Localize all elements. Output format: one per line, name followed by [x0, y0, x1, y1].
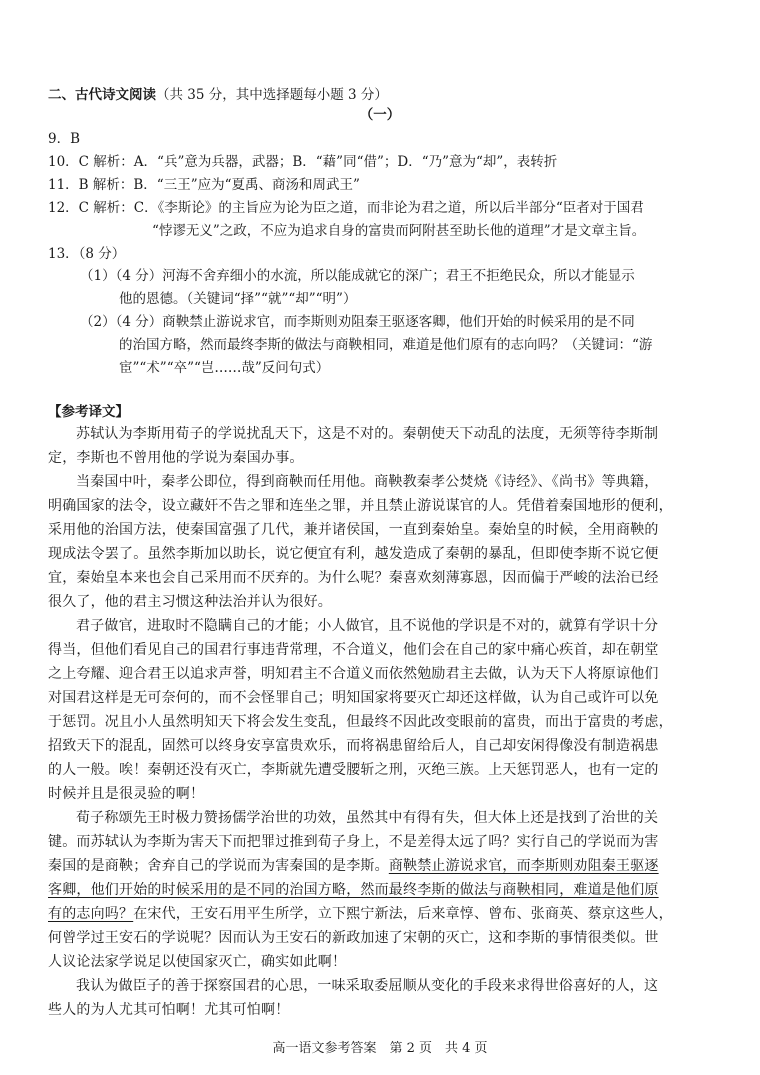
translation-line: 我认为做臣子的善于探察国君的心思，一味采取委屈顺从变化的手段来求得世俗喜好的人，这 — [76, 978, 659, 994]
translation-line: 有的志向吗？在宋代，王安石用平生所学，立下熙宁新法，后来章惇、曾布、张商英、蔡京这些人， — [48, 906, 673, 922]
part-label: （一） — [359, 107, 401, 123]
translation-line: 君子做官，进取时不隐瞒自己的才能；小人做官，且不说他的学识是不对的，就算有学识十分 — [76, 618, 659, 634]
translation-line: 苏轼认为李斯用荀子的学说扰乱天下，这是不对的。秦朝使天下动乱的法度，无须等待李斯制 — [76, 426, 659, 442]
translation-line: 很久了，他的君主习惯这种法治并认为很好。 — [48, 594, 332, 610]
translation-line: 键。而苏轼认为李斯为害天下而把罪过推到荀子身上，不是差得太远了吗？实行自己的学说而为害 — [48, 834, 659, 850]
translation-line: 些人的为人尤其可怕啊！尤其可怕啊！ — [48, 1002, 290, 1018]
page-footer: 高一语文参考答案 第 2 页 共 4 页 — [272, 1041, 488, 1056]
translation-line: 时候并且是很灵验的啊！ — [48, 786, 205, 802]
translation-line: 宜，秦始皇本来也会自己采用而不厌弃的。为什么呢？秦喜欢刻薄寡恩，因而偏于严峻的法治已经 — [48, 570, 659, 586]
translation-line: 现成法令罢了。虽然李斯加以助长，说它便宜有利，越发造成了秦朝的暴乱，但即使李斯不说它便 — [48, 546, 659, 562]
translation-line: 的人一般。唉！秦朝还没有灭亡，李斯就先遭受腰斩之刑，灭绝三族。上天惩罚恶人，也有一定的 — [48, 762, 659, 778]
answer-q13-1-line1: （1）（4 分）河海不舍弃细小的水流，所以能成就它的深广；君王不拒绝民众，所以才能显示 — [80, 268, 635, 284]
translation-line: 荀子称颂先王时极力赞扬儒学治世的功效，虽然其中有得有失，但大体上还是找到了治世的关 — [76, 810, 659, 826]
section-heading — [48, 86, 388, 104]
translation-line: 得当，但他们看见自己的国君行事违背常理，不合道义，他们会在自己的家中痛心疾首，却在朝堂 — [48, 642, 659, 658]
section-note: （共 35 分，其中选择题每小题 3 分） — [156, 87, 388, 103]
translation-line: 当秦国中叶，秦孝公即位，得到商鞅而任用他。商鞅教秦孝公焚烧《诗经》、《尚书》等典籍， — [76, 474, 659, 490]
translation-line: 定，李斯也不曾用他的学说为秦国办事。 — [48, 450, 304, 466]
answer-q13: 13．（8 分） — [48, 246, 126, 262]
answer-q9: 9．B — [48, 131, 81, 147]
translation-line: 何曾学过王安石的学说呢？因而认为王安石的新政加速了宋朝的灭亡，这和李斯的事情很类似。世 — [48, 930, 659, 946]
answer-q12-line2: “悖谬无义”之政，不应为追求自身的富贵而阿附甚至助长他的道理”才是文章主旨。 — [152, 223, 646, 239]
answer-q12-line1: 12．C 解析：C．《李斯论》的主旨应为论为臣之道，而非论为君之道，所以后半部分“臣者对于国君 — [48, 200, 644, 216]
section-title: 二、古代诗文阅读 — [48, 87, 156, 103]
translation-line: 明确国家的法令，设立藏奸不告之罪和连坐之罪，并且禁止游说谋官的人。凭借着秦国地形的便利， — [48, 498, 673, 514]
answer-q13-2-line3: 宦”“术”“卒”“岂……哉”反问句式） — [119, 360, 330, 376]
translation-line: 人议论法家学说足以使国家灭亡，确实如此啊！ — [48, 954, 347, 970]
translation-line: 秦国的是商鞅；舍弃自己的学说而为害秦国的是李斯。商鞅禁止游说求官，而李斯则劝阻秦王驱逐 — [48, 858, 659, 874]
translation-line: 采用他的治国方法，使秦国富强了几代，兼并诸侯国，一直到秦始皇。秦始皇的时候，全用商鞅的 — [48, 522, 659, 538]
underlined-answer-text: 商鞅禁止游说求官，而李斯则劝阻秦王驱逐 — [388, 858, 659, 874]
underlined-answer-text: 有的志向吗？ — [48, 906, 134, 922]
answer-q13-2-line1: （2）（4 分）商鞅禁止游说求官，而李斯则劝阻秦王驱逐客卿，他们开始的时候采用的是不同 — [80, 314, 635, 330]
translation-line: 之上夸耀、迎合君王以追求声誉，明知君主不合道义而依然勉励君主去做，认为天下人将原谅他们 — [48, 666, 659, 682]
translation-heading: 【参考译文】 — [48, 404, 129, 420]
translation-line: 招致天下的混乱，固然可以终身安享富贵欢乐，而将祸患留给后人，自己却安闲得像没有制造祸患 — [48, 738, 659, 754]
answer-q11: 11．B 解析：B．“三王”应为“夏禹、商汤和周武王” — [48, 177, 360, 193]
translation-line: 于惩罚。况且小人虽然明知天下将会发生变乱，但最终不因此改变眼前的富贵，而出于富贵的考虑， — [48, 714, 673, 730]
answer-q13-2-line2: 的治国方略，然而最终李斯的做法与商鞅相同，难道是他们原有的志向吗？（关键词：“游 — [119, 337, 653, 353]
translation-line: 对国君这样是无可奈何的，而不会怪罪自己；明知国家将要灭亡却还这样做，认为自己或许可以免 — [48, 690, 659, 706]
underlined-answer-text: 客卿，他们开始的时候采用的是不同的治国方略，然而最终李斯的做法与商鞅相同，难道是他们原 — [48, 882, 659, 898]
answer-q13-1-line2: 他的恩德。（关键词“择”“就”“却”“明”） — [119, 291, 357, 307]
answer-q10: 10．C 解析：A．“兵”意为兵器，武器；B．“藉”同“借”；D．“乃”意为“却”，表转折 — [48, 154, 558, 170]
